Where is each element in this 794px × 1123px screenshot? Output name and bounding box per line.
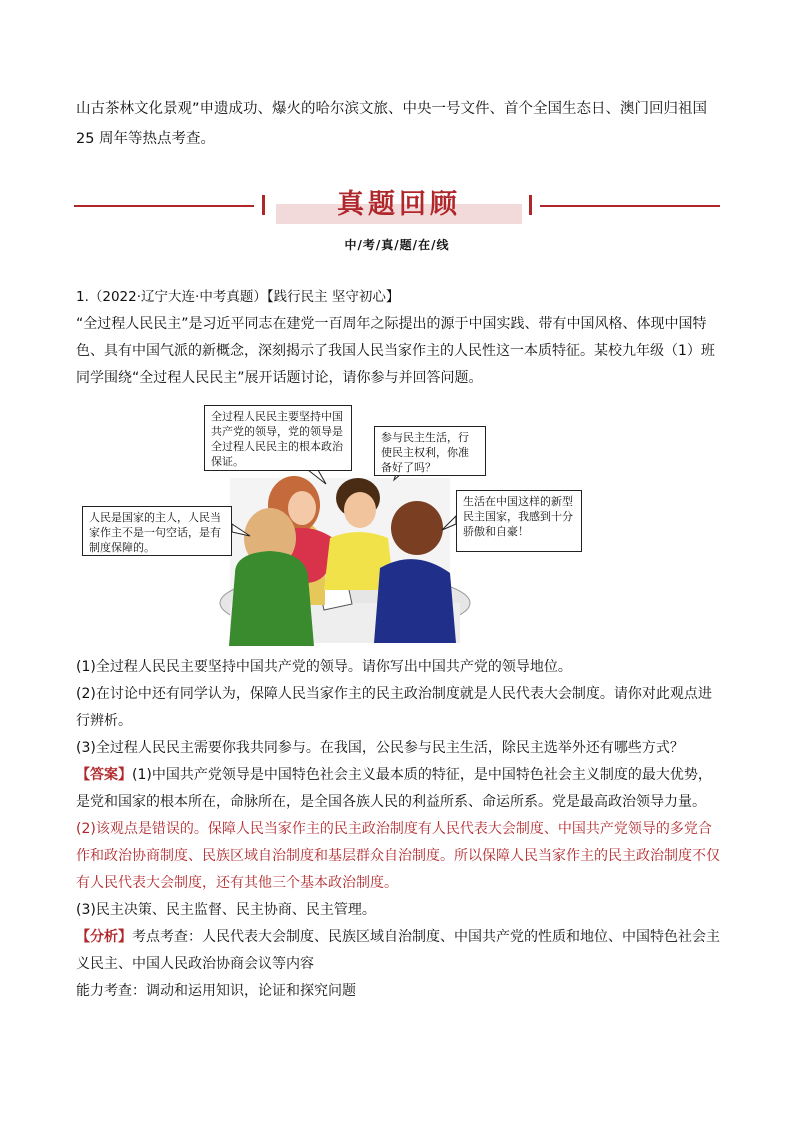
speech-bubble-right: 生活在中国这样的新型民主国家，我感到十分骄傲和自豪！	[456, 490, 582, 552]
question-source: 1.（2022·辽宁大连·中考真题）	[76, 289, 267, 305]
answer-part-3: (3)民主决策、民主监督、民主协商、民主管理。	[76, 902, 376, 918]
answer-part-1	[76, 762, 724, 816]
sub-question-1: (1)全过程人民民主要坚持中国共产党的领导。请你写出中国共产党的领导地位。	[76, 659, 572, 675]
sub-question-3: (3)全过程人民民主需要你我共同参与。在我国，公民参与民主生活，除民主选举外还有哪些方式？	[76, 740, 684, 756]
section-banner	[74, 186, 720, 226]
banner-subtitle: 中/考/真/题/在/线	[344, 238, 450, 252]
banner-line-right	[540, 205, 720, 207]
answer-text-2: (2)该观点是错误的。保障人民当家作主的民主政治制度有人民代表大会制度、中国共产党领导的多党合作和政治协商制度、民族区域自治制度和基层群众自治制度。所以保障人民当家作主的民主政治制度不仅有人民代表大会制度，还有其他三个基本政治制度。	[76, 821, 720, 891]
banner-tick-left	[262, 195, 265, 215]
analysis-label: 【分析】	[76, 929, 132, 945]
analysis-text: 考点考查：人民代表大会制度、民族区域自治制度、中国共产党的性质和地位、中国特色社会主义民主、中国人民政治协商会议等内容	[76, 929, 720, 972]
banner-line-left	[74, 205, 254, 207]
banner-tick-right	[529, 195, 532, 215]
question-body: “全过程人民民主”是习近平同志在建党一百周年之际提出的源于中国实践、带有中国风格、体现中国特色、具有中国气派的新概念，深刻揭示了我国人民当家作主的人民性这一本质特征。某校九年级（1）班同学围绕“全过程人民民主”展开话题讨论，请你参与并回答问题。	[76, 316, 715, 386]
discussion-illustration	[80, 398, 640, 648]
question-header	[76, 284, 724, 311]
question-topic: 【践行民主 坚守初心】	[266, 289, 400, 305]
banner-title: 真题回顾	[337, 189, 461, 220]
answer-part-2	[76, 816, 724, 897]
speech-bubble-top-right: 参与民主生活，行使民主权利，你准备好了吗？	[374, 426, 486, 476]
speech-bubble-top-left: 全过程人民民主要坚持中国共产党的领导，党的领导是全过程人民民主的根本政治保证。	[204, 405, 352, 471]
sub-question-2: (2)在讨论中还有同学认为，保障人民当家作主的民主政治制度就是人民代表大会制度。请你对此观点进行辨析。	[76, 686, 712, 729]
speech-bubble-left: 人民是国家的主人，人民当家作主不是一句空话，是有制度保障的。	[82, 506, 232, 556]
intro-paragraph: 山古茶林文化景观”申遗成功、爆火的哈尔滨文旅、中央一号文件、首个全国生态日、澳门回归祖国 25 周年等热点考查。	[76, 101, 708, 147]
answer-text-1: (1)中国共产党领导是中国特色社会主义最本质的特征，是中国特色社会主义制度的最大优势，是党和国家的根本所在，命脉所在，是全国各族人民的利益所系、命运所系。党是最高政治领导力量。	[76, 767, 712, 810]
ability-text: 能力考查：调动和运用知识，论证和探究问题	[76, 983, 356, 999]
analysis-block	[76, 924, 724, 978]
answer-label: 【答案】	[76, 767, 132, 783]
